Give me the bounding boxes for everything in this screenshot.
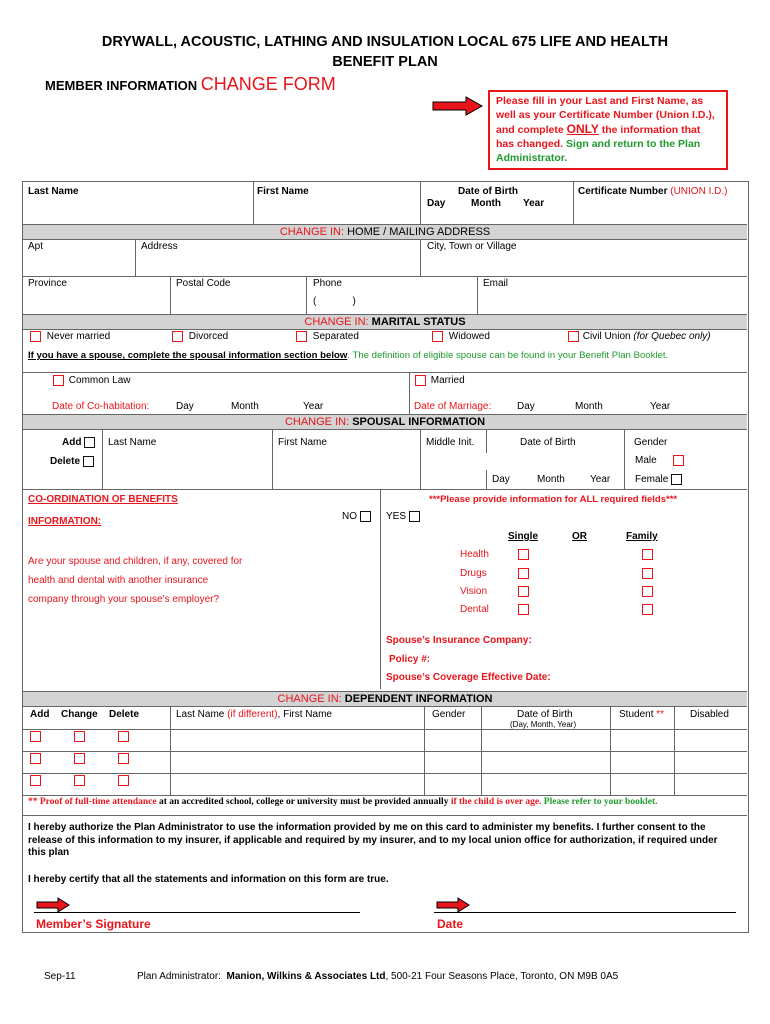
address-label: Address — [141, 241, 178, 252]
civil-union-option[interactable] — [568, 331, 711, 342]
dep-if-diff-label: (if different) — [227, 709, 278, 720]
arrow-right-icon — [436, 897, 470, 913]
spouse-first-name-label: First Name — [278, 437, 327, 448]
dep2-change-checkbox[interactable] — [74, 753, 85, 764]
dep3-add-checkbox[interactable] — [30, 775, 41, 786]
dep-disabled-header: Disabled — [690, 709, 729, 720]
change-in-label: CHANGE IN: — [277, 693, 342, 705]
subtitle-highlight: CHANGE FORM — [200, 74, 336, 94]
spouse-note-green: . The definition of eligible spouse can be found in your Benefit Plan Booklet. — [347, 350, 669, 361]
cob-health-label: Health — [460, 549, 489, 560]
footer-admin-address: , 500-21 Four Seasons Place, Toronto, ON M9B 0A5 — [385, 971, 619, 982]
change-in-label: CHANGE IN: — [279, 226, 345, 238]
last-name-label: Last Name — [28, 186, 79, 197]
spouse-add-checkbox[interactable] — [84, 437, 95, 448]
spouse-delete-checkbox[interactable] — [83, 456, 94, 467]
civil-union-checkbox[interactable] — [568, 331, 579, 342]
marital-section-header — [23, 314, 747, 330]
married-label: Married — [430, 375, 465, 387]
proof-note-green: Please refer to your booklet. — [541, 797, 658, 807]
footer-admin-name: Manion, Wilkins & Associates Ltd — [226, 971, 386, 982]
health-family-checkbox[interactable] — [642, 549, 653, 560]
dental-family-checkbox[interactable] — [642, 604, 653, 615]
dep-change-header: Change — [61, 709, 98, 720]
cob-question-3: company through your spouse’s employer? — [28, 594, 220, 605]
change-in-label: CHANGE IN: — [284, 416, 350, 428]
postal-code-label: Postal Code — [176, 278, 231, 289]
dep3-delete-checkbox[interactable] — [118, 775, 129, 786]
dob-day-label: Day — [427, 198, 446, 209]
never-married-checkbox[interactable] — [30, 331, 41, 342]
cob-title-line2: INFORMATION: — [28, 516, 102, 527]
dob-year-label: Year — [523, 198, 545, 209]
dependent-section-header — [23, 691, 747, 707]
phone-label: Phone — [313, 278, 342, 289]
dep2-add-checkbox[interactable] — [30, 753, 41, 764]
dep-gender-header: Gender — [432, 709, 466, 720]
common-law-option[interactable] — [53, 375, 130, 386]
dep1-change-checkbox[interactable] — [74, 731, 85, 742]
cob-no-option[interactable] — [342, 511, 371, 522]
dep-student-stars: ** — [656, 709, 665, 720]
spouse-day-label: Day — [492, 474, 510, 485]
cob-family-label: Family — [626, 531, 658, 542]
cohab-month-label: Month — [231, 401, 259, 412]
arrow-right-icon — [432, 96, 484, 116]
separated-checkbox[interactable] — [296, 331, 307, 342]
cert-number-label — [578, 186, 727, 197]
spouse-note-bold: If you have a spouse, complete the spousal information section below — [28, 350, 348, 361]
marriage-month-label: Month — [575, 401, 603, 412]
dob-month-label: Month — [471, 198, 501, 209]
phone-area-code[interactable]: ( ) — [313, 296, 356, 307]
date-line[interactable] — [434, 912, 736, 913]
cob-yes-checkbox[interactable] — [409, 511, 420, 522]
first-name-label: First Name — [257, 186, 309, 197]
drugs-family-checkbox[interactable] — [642, 568, 653, 579]
spouse-female-option[interactable] — [635, 474, 682, 485]
proof-note-black: at an accredited school, college or university must be provided annually — [156, 797, 451, 807]
spouse-male-checkbox[interactable] — [673, 455, 684, 466]
address-section-header — [23, 224, 747, 240]
spousal-title: SPOUSAL INFORMATION — [352, 416, 486, 428]
spouse-add-option[interactable] — [62, 437, 95, 448]
spouse-female-checkbox[interactable] — [671, 474, 682, 485]
policy-number-label: Policy #: — [389, 654, 431, 665]
instructions-box — [488, 90, 728, 170]
dependent-title: DEPENDENT INFORMATION — [344, 693, 493, 705]
instructions-part3: Sign and return to the Plan Administrator. — [496, 138, 701, 164]
spouse-middle-label: Middle Init. — [426, 437, 475, 448]
dep1-delete-checkbox[interactable] — [118, 731, 129, 742]
form-title — [0, 32, 770, 72]
footer-date: Sep-11 — [44, 971, 76, 982]
spouse-note — [28, 350, 668, 361]
drugs-single-checkbox[interactable] — [518, 568, 529, 579]
common-law-checkbox[interactable] — [53, 375, 64, 386]
spouse-month-label: Month — [537, 474, 565, 485]
dep1-add-checkbox[interactable] — [30, 731, 41, 742]
marital-title: MARITAL STATUS — [371, 316, 466, 328]
dental-single-checkbox[interactable] — [518, 604, 529, 615]
cob-single-label: Single — [508, 531, 539, 542]
dep-last-name-label: Last Name — [176, 709, 228, 720]
cob-question-2: health and dental with another insurance — [28, 575, 209, 586]
proof-note-red2: if the child is over age. — [450, 797, 542, 807]
spouse-male-label: Male — [635, 455, 657, 467]
cohab-day-label: Day — [176, 401, 194, 412]
common-law-label: Common Law — [68, 375, 131, 387]
marriage-year-label: Year — [650, 401, 671, 412]
cert-suffix: (UNION I.D.) — [670, 186, 728, 197]
certify-text: I hereby certify that all the statements and information on this form are true. — [28, 874, 389, 885]
dep3-change-checkbox[interactable] — [74, 775, 85, 786]
form-title-line2: BENEFIT PLAN — [332, 54, 438, 70]
marriage-day-label: Day — [517, 401, 535, 412]
spousal-section-header — [23, 414, 747, 430]
vision-single-checkbox[interactable] — [518, 586, 529, 597]
married-option[interactable] — [415, 375, 465, 386]
cob-required-note: ***Please provide information for ALL required fields*** — [429, 494, 678, 505]
cob-question-1: Are your spouse and children, if any, covered for — [28, 556, 243, 567]
cob-or-label: OR — [572, 531, 587, 542]
instructions-only: ONLY — [566, 122, 599, 136]
footer-admin-prefix: Plan Administrator: — [137, 971, 227, 982]
spouse-female-label: Female — [635, 474, 669, 486]
spouse-last-name-label: Last Name — [108, 437, 157, 448]
signature-label: Member’s Signature — [36, 917, 151, 931]
dep-student-header — [619, 709, 664, 720]
marriage-date-label: Date of Marriage: — [414, 401, 492, 412]
spouse-add-label: Add — [62, 437, 82, 449]
divorced-label: Divorced — [188, 331, 229, 343]
city-label: City, Town or Village — [427, 241, 517, 252]
dob-label: Date of Birth — [458, 186, 518, 197]
spouse-dob-label: Date of Birth — [520, 437, 576, 448]
apt-label: Apt — [28, 241, 44, 252]
dep-name-header — [176, 709, 332, 720]
email-label: Email — [483, 278, 509, 289]
cob-vision-label: Vision — [460, 586, 488, 597]
dep2-delete-checkbox[interactable] — [118, 753, 129, 764]
proof-note — [28, 797, 658, 807]
province-label: Province — [28, 278, 67, 289]
form-title-line1: DRYWALL, ACOUSTIC, LATHING AND INSULATION LOCAL 675 LIFE AND HEALTH — [101, 34, 669, 50]
widowed-option[interactable] — [432, 331, 490, 342]
footer-admin — [137, 971, 618, 982]
dep-first-name-label: , First Name — [277, 709, 332, 720]
cob-yes-label: YES — [386, 511, 407, 523]
widowed-checkbox[interactable] — [432, 331, 443, 342]
cob-no-label: NO — [342, 511, 357, 523]
spouse-delete-option[interactable] — [50, 456, 94, 467]
cob-no-checkbox[interactable] — [360, 511, 371, 522]
instructions-part2: the information that has changed. — [496, 124, 701, 150]
dep-dob-header: Date of Birth — [517, 709, 573, 720]
spouse-insurance-company-label: Spouse’s Insurance Company: — [386, 635, 532, 646]
arrow-right-icon — [36, 897, 70, 913]
address-title: HOME / MAILING ADDRESS — [347, 226, 491, 238]
separated-label: Separated — [312, 331, 359, 343]
authorization-text: I hereby authorize the Plan Administrator to use the information provided by me on this card to administer my benefits. I further consent to the release of this information to my insurer, if applicable and required by my insurer, and to my local union office for authorization, if required under this plan — [28, 822, 718, 858]
cob-dental-label: Dental — [460, 604, 489, 615]
instructions-part1: Please fill in your Last and First Name, as well as your Certificate Number (Union I.D.), and complete — [496, 95, 715, 136]
cob-drugs-label: Drugs — [460, 568, 487, 579]
last-name-field[interactable] — [23, 183, 252, 223]
signature-line[interactable] — [34, 912, 360, 913]
spouse-delete-label: Delete — [50, 456, 81, 468]
civil-union-label: Civil Union — [582, 331, 634, 343]
cob-yes-option[interactable] — [386, 511, 420, 522]
dep-add-header: Add — [30, 709, 50, 720]
divorced-option[interactable] — [172, 331, 228, 342]
separated-option[interactable] — [296, 331, 359, 342]
cohabitation-date-label: Date of Co-habitation: — [52, 401, 150, 412]
widowed-label: Widowed — [448, 331, 490, 343]
date-label: Date — [437, 917, 464, 931]
vision-family-checkbox[interactable] — [642, 586, 653, 597]
spouse-gender-label: Gender — [634, 437, 668, 448]
form-subtitle — [45, 74, 336, 95]
civil-union-note: (for Quebec only) — [633, 331, 711, 343]
proof-note-red1: ** Proof of full-time attendance — [28, 797, 157, 807]
dep-student-label: Student — [619, 709, 657, 720]
never-married-option[interactable] — [30, 331, 110, 342]
cert-prefix: Certificate Number — [578, 186, 671, 197]
spouse-year-label: Year — [590, 474, 611, 485]
health-single-checkbox[interactable] — [518, 549, 529, 560]
cohab-year-label: Year — [303, 401, 324, 412]
never-married-label: Never married — [46, 331, 111, 343]
dep-dob-format: (Day, Month, Year) — [510, 720, 577, 729]
married-checkbox[interactable] — [415, 375, 426, 386]
spouse-male-option[interactable] — [635, 455, 684, 466]
dep-delete-header: Delete — [109, 709, 140, 720]
coverage-effective-date-label: Spouse’s Coverage Effective Date: — [386, 672, 551, 683]
change-in-label: CHANGE IN: — [304, 316, 369, 328]
subtitle-prefix: MEMBER INFORMATION — [45, 78, 198, 93]
divorced-checkbox[interactable] — [172, 331, 183, 342]
cob-title-line1: CO-ORDINATION OF BENEFITS — [28, 494, 178, 505]
